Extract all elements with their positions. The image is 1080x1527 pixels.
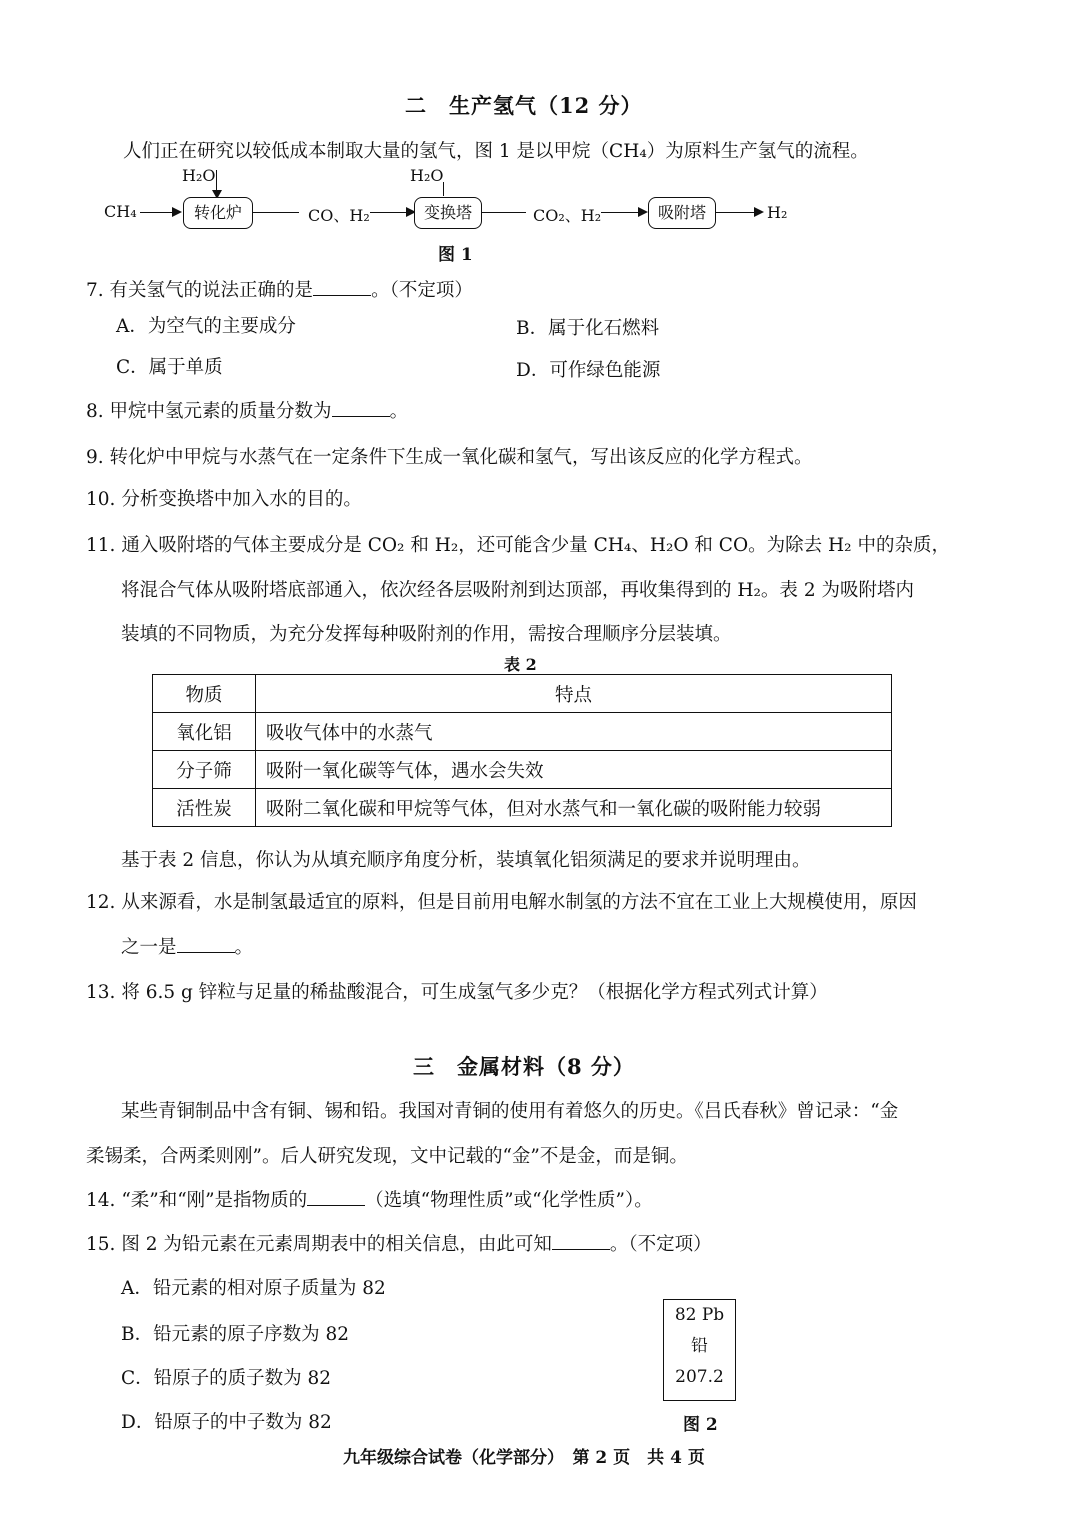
question-15-text: 图 2 为铅元素在元素周期表中的相关信息，由此可知 bbox=[121, 1234, 552, 1255]
shift-tower-box: 变换塔 bbox=[414, 197, 482, 229]
table-2-caption: 表 2 bbox=[504, 655, 537, 674]
flow-line-4 bbox=[482, 212, 526, 213]
table-cell-substance: 氧化铝 bbox=[153, 713, 256, 751]
question-12-number: 12. bbox=[86, 892, 116, 913]
question-11-line-2: 将混合气体从吸附塔底部通入，依次经各层吸附剂到达顶部，再收集得到的 H₂。表 2 为吸附塔内 bbox=[121, 580, 914, 601]
question-14-number: 14. bbox=[86, 1190, 116, 1211]
flow-arrowhead-6 bbox=[754, 207, 764, 217]
flow-water-2: H₂O bbox=[410, 166, 444, 185]
question-15-option-b: B．铅元素的原子序数为 82 bbox=[121, 1324, 350, 1345]
question-13 bbox=[86, 978, 828, 1004]
flow-arrow-5 bbox=[601, 212, 639, 213]
table-cell-feature: 吸收气体中的水蒸气 bbox=[256, 713, 892, 751]
lead-element-cell bbox=[663, 1299, 736, 1401]
question-10-number: 10. bbox=[86, 489, 116, 510]
question-14-text-after: （选填“物理性质”或“化学性质”）。 bbox=[365, 1190, 653, 1211]
table-cell-substance: 分子筛 bbox=[153, 751, 256, 789]
question-7-number: 7. bbox=[86, 280, 104, 301]
table-header-feature: 特点 bbox=[256, 675, 892, 713]
page-footer: 九年级综合试卷（化学部分） 第 2 页 共 4 页 bbox=[343, 1448, 705, 1468]
question-14 bbox=[86, 1186, 653, 1212]
section-2-title: 二 生产氢气（12 分） bbox=[405, 93, 643, 118]
question-15-number: 15. bbox=[86, 1234, 116, 1255]
flow-water-line-2 bbox=[443, 182, 444, 196]
question-7-option-c: C．属于单质 bbox=[116, 357, 223, 378]
question-11-number: 11. bbox=[86, 535, 116, 556]
flow-water-1: H₂O bbox=[182, 166, 216, 185]
question-7-blank[interactable] bbox=[313, 277, 371, 296]
question-7-option-d: D．可作绿色能源 bbox=[516, 360, 661, 381]
element-number-symbol: 82 Pb bbox=[674, 1305, 725, 1325]
converter-furnace-box: 转化炉 bbox=[183, 197, 253, 229]
question-7-text: 有关氢气的说法正确的是 bbox=[109, 280, 314, 301]
flow-arrowhead-5 bbox=[638, 207, 648, 217]
question-8-text-after: 。 bbox=[389, 401, 409, 422]
element-mass: 207.2 bbox=[675, 1367, 724, 1387]
question-10 bbox=[86, 485, 362, 511]
figure-2-caption: 图 2 bbox=[683, 1415, 718, 1435]
question-13-number: 13. bbox=[86, 982, 116, 1003]
table-cell-substance: 活性炭 bbox=[153, 789, 256, 827]
flow-arrow-1 bbox=[140, 212, 173, 213]
question-7-option-b: B．属于化石燃料 bbox=[516, 318, 660, 339]
flow-arrow-3 bbox=[370, 212, 408, 213]
question-11-follow-up: 基于表 2 信息，你认为从填充顺序角度分析，装填氧化铝须满足的要求并说明理由。 bbox=[121, 850, 811, 871]
question-15-option-d: D．铅原子的中子数为 82 bbox=[121, 1412, 332, 1433]
flow-water-line-1 bbox=[216, 170, 217, 190]
question-7-option-a: A．为空气的主要成分 bbox=[116, 316, 296, 337]
flow-arrowhead-1 bbox=[172, 207, 182, 217]
section-3-title: 三 金属材料（8 分） bbox=[413, 1054, 635, 1079]
adsorption-tower-box: 吸附塔 bbox=[648, 197, 716, 229]
question-8 bbox=[86, 397, 408, 423]
question-8-number: 8. bbox=[86, 401, 104, 422]
question-15-text-after: 。（不定项） bbox=[609, 1234, 712, 1255]
section-2-intro: 人们正在研究以较低成本制取大量的氢气，图 1 是以甲烷（CH₄）为原料生产氢气的流程。 bbox=[123, 141, 869, 162]
table-row bbox=[153, 713, 892, 751]
question-12-text-2: 之一是 bbox=[121, 937, 177, 958]
table-row bbox=[153, 789, 892, 827]
question-11-line-1 bbox=[86, 531, 950, 557]
flow-line-2 bbox=[253, 212, 299, 213]
table-header-row bbox=[153, 675, 892, 713]
question-9-number: 9. bbox=[86, 447, 104, 468]
table-header-substance: 物质 bbox=[153, 675, 256, 713]
question-11-text-1: 通入吸附塔的气体主要成分是 CO₂ 和 H₂，还可能含少量 CH₄、H₂O 和 CO。为除去 H₂ 中的杂质， bbox=[121, 535, 950, 556]
table-cell-feature: 吸附一氧化碳等气体，遇水会失效 bbox=[256, 751, 892, 789]
question-13-text: 将 6.5 g 锌粒与足量的稀盐酸混合，可生成氢气多少克？（根据化学方程式列式计算） bbox=[121, 982, 828, 1003]
question-15-blank[interactable] bbox=[552, 1231, 610, 1250]
question-12-text-1: 从来源看，水是制氢最适宜的原料，但是目前用电解水制氢的方法不宜在工业上大规模使用，原因 bbox=[121, 892, 917, 913]
question-8-blank[interactable] bbox=[332, 398, 390, 417]
question-12-line-2 bbox=[121, 933, 253, 959]
question-12-line-1 bbox=[86, 888, 917, 914]
question-12-text-after: 。 bbox=[234, 937, 254, 958]
flow-arrow-6 bbox=[716, 212, 756, 213]
figure-1-caption: 图 1 bbox=[438, 245, 473, 265]
question-15-option-a: A．铅元素的相对原子质量为 82 bbox=[121, 1278, 386, 1299]
question-12-blank[interactable] bbox=[177, 934, 235, 953]
question-9 bbox=[86, 443, 813, 469]
question-14-blank[interactable] bbox=[307, 1187, 365, 1206]
question-10-text: 分析变换塔中加入水的目的。 bbox=[121, 489, 362, 510]
question-15-option-c: C．铅原子的质子数为 82 bbox=[121, 1368, 332, 1389]
question-7 bbox=[86, 276, 473, 302]
question-7-text-after: 。（不定项） bbox=[371, 280, 473, 301]
question-15 bbox=[86, 1230, 712, 1256]
flow-co2-h2: CO₂、H₂ bbox=[533, 206, 602, 225]
table-2 bbox=[152, 674, 892, 827]
section-3-intro-2: 柔锡柔，合两柔则刚”。后人研究发现，文中记载的“金”不是金，而是铜。 bbox=[86, 1146, 688, 1167]
flow-ch4: CH₄ bbox=[104, 202, 137, 221]
table-cell-feature: 吸附二氧化碳和甲烷等气体，但对水蒸气和一氧化碳的吸附能力较弱 bbox=[256, 789, 892, 827]
flow-h2: H₂ bbox=[767, 203, 788, 222]
question-11-line-3: 装填的不同物质，为充分发挥每种吸附剂的作用，需按合理顺序分层装填。 bbox=[121, 624, 732, 645]
question-9-text: 转化炉中甲烷与水蒸气在一定条件下生成一氧化碳和氢气，写出该反应的化学方程式。 bbox=[109, 447, 813, 468]
section-3-intro-1: 某些青铜制品中含有铜、锡和铅。我国对青铜的使用有着悠久的历史。《吕氏春秋》曾记录：“金 bbox=[121, 1101, 899, 1122]
question-8-text: 甲烷中氢元素的质量分数为 bbox=[109, 401, 332, 422]
flow-co-h2: CO、H₂ bbox=[308, 206, 370, 225]
question-14-text: “柔”和“刚”是指物质的 bbox=[121, 1190, 308, 1211]
element-name: 铅 bbox=[691, 1336, 708, 1356]
table-row bbox=[153, 751, 892, 789]
